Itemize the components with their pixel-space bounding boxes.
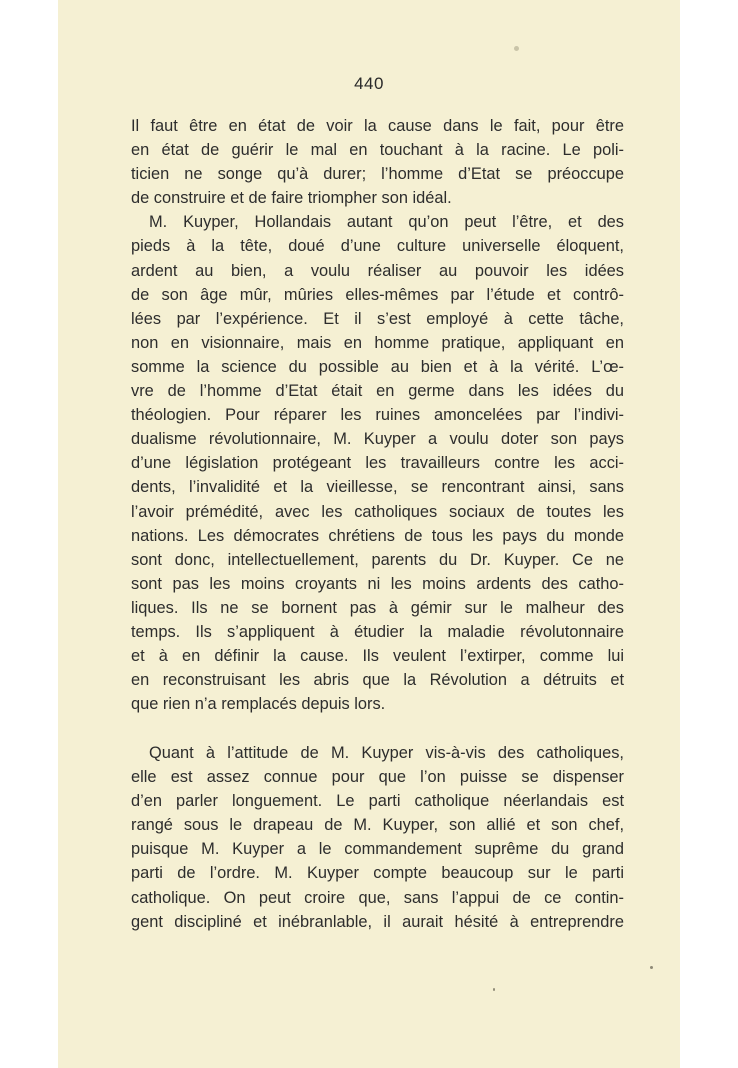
text-line: et à en définir la cause. Ils veulent l’extirper, comme lui — [131, 647, 624, 666]
paragraph-1 — [131, 114, 624, 716]
text-line: somme la science du possible au bien et à la vérité. L’œ- — [131, 357, 624, 376]
text-line: que rien n’a remplacés depuis lors. — [131, 695, 386, 714]
text-line: rangé sous le drapeau de M. Kuyper, son allié et son chef, — [131, 816, 624, 835]
paragraph-2 — [131, 741, 624, 934]
text-line: pieds à la tête, doué d’une culture universelle éloquent, — [131, 237, 624, 256]
text-line: d’une législation protégeant les travailleurs contre les acci- — [131, 454, 624, 473]
text-line: sont pas les moins croyants ni les moins ardents des catho- — [131, 574, 624, 593]
text-line: d’en parler longuement. Le parti catholique néerlandais est — [131, 792, 624, 811]
text-line: en état de guérir le mal en touchant à la racine. Le poli- — [131, 141, 624, 160]
text-line: lées par l’expérience. Et il s’est employé à cette tâche, — [131, 309, 624, 328]
text-line: ticien ne songe qu’à durer; l’homme d’Etat se préoccupe — [131, 165, 624, 184]
text-line: ardent au bien, a voulu réaliser au pouvoir les idées — [131, 261, 624, 280]
text-line: l’avoir prémédité, avec les catholiques sociaux de toutes les — [131, 502, 624, 521]
text-line: dualisme révolutionnaire, M. Kuyper a voulu doter son pays — [131, 430, 624, 449]
text-line: liques. Ils ne se bornent pas à gémir sur le malheur des — [131, 598, 624, 617]
page-number: 440 — [354, 74, 384, 93]
text-line: sont donc, intellectuellement, parents du Dr. Kuyper. Ce ne — [131, 550, 624, 569]
text-line: catholique. On peut croire que, sans l’appui de ce contin- — [131, 888, 624, 907]
text-line: théologien. Pour réparer les ruines amoncelées par l’indivi- — [131, 406, 624, 425]
paper-speck — [493, 988, 495, 991]
paper-speck — [514, 46, 519, 51]
text-line: dents, l’invalidité et la vieillesse, se rencontrant ainsi, sans — [131, 478, 624, 497]
text-line: de son âge mûr, mûries elles-mêmes par l’étude et contrô- — [131, 285, 624, 304]
text-line: gent discipliné et inébranlable, il aurait hésité à entreprendre — [131, 912, 624, 931]
text-line: de construire et de faire triompher son idéal. — [131, 189, 452, 208]
text-line: non en visionnaire, mais en homme pratique, appliquant en — [131, 333, 624, 352]
text-line: puisque M. Kuyper a le commandement suprême du grand — [131, 840, 624, 859]
text-line: Il faut être en état de voir la cause dans le fait, pour être — [131, 117, 624, 135]
text-line: Quant à l’attitude de M. Kuyper vis-à-vis des catholiques, — [149, 744, 624, 762]
paper-speck — [650, 966, 653, 969]
text-line: nations. Les démocrates chrétiens de tous les pays du monde — [131, 526, 624, 545]
text-line: parti de l’ordre. M. Kuyper compte beaucoup sur le parti — [131, 864, 624, 883]
text-line: elle est assez connue pour que l’on puisse se dispenser — [131, 768, 624, 787]
text-line: en reconstruisant les abris que la Révolution a détruits et — [131, 671, 624, 690]
book-page — [58, 0, 680, 1068]
text-line: temps. Ils s’appliquent à étudier la maladie révolutonnaire — [131, 622, 624, 641]
text-line: M. Kuyper, Hollandais autant qu’on peut l’être, et des — [149, 213, 624, 232]
text-line: vre de l’homme d’Etat était en germe dans les idées du — [131, 382, 624, 401]
